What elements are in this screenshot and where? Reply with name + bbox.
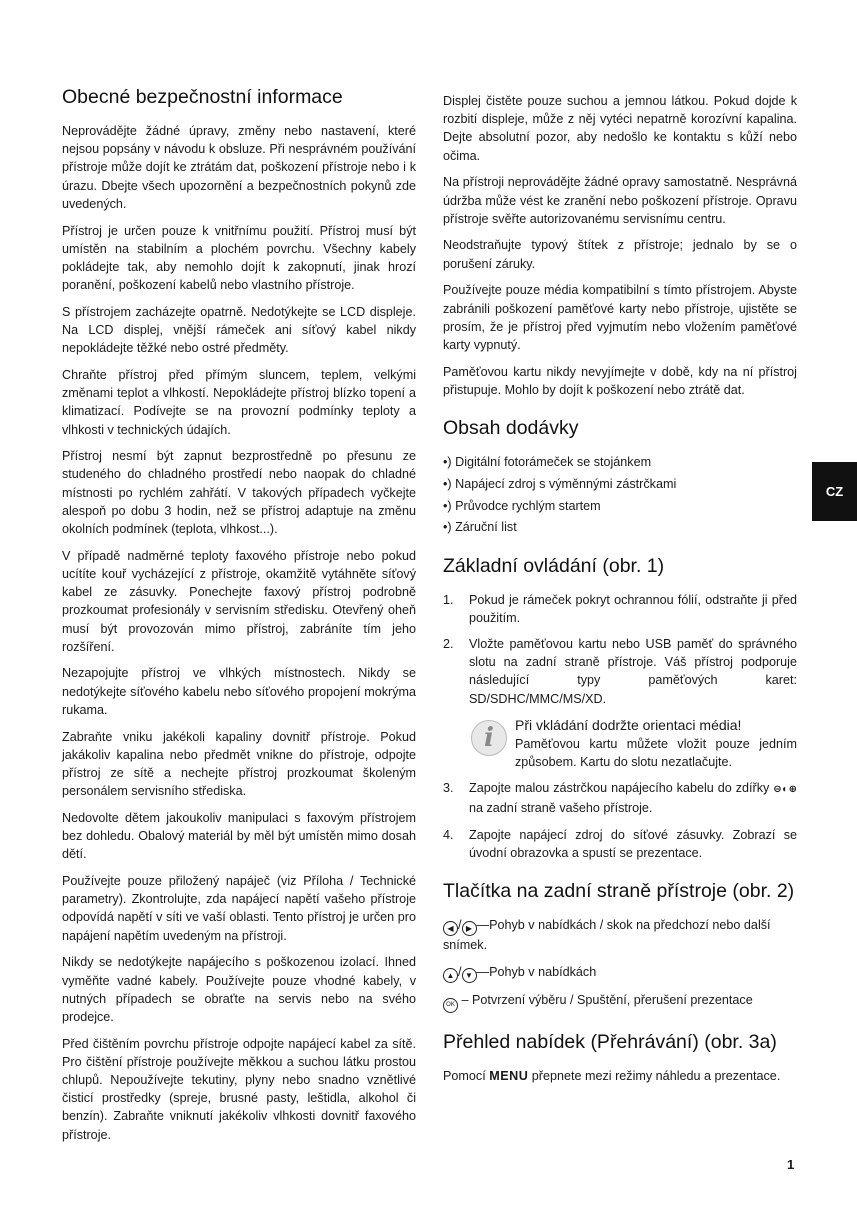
menu-text: přepnete mezi režimy náhledu a prezentace. [531, 1069, 781, 1084]
step-number: 3. [443, 781, 454, 796]
step [443, 826, 797, 862]
steps-list [443, 591, 797, 708]
paragraph [443, 1067, 797, 1085]
steps-list-cont [443, 779, 797, 862]
section-heading-buttons: Tlačítka na zadní straně přístroje (obr. 2) [443, 880, 795, 903]
paragraph: Před čištěním povrchu přístroje odpojte napájecí kabel za sítě. Pro čištění přístroje používejte měkkou a suchou látku prostou chlupů. Nepoužívejte tekutiny, plyny nebo snadno vznětlivé čisticí prostředky (spreje, brusné pasty, leštidla, alkohol či benzín). Zabraňte vniknutí jakékoliv vlhkosti dovnitř faxového přístroje. [62, 1036, 416, 1142]
list-item: •) Napájecí zdroj s výměnnými zástrčkami [443, 476, 677, 491]
step-text: na zadní straně vašeho přístroje. [469, 801, 653, 816]
section-heading-safety: Obecné bezpečnostní informace [62, 86, 343, 108]
up-button-icon: ▲ [443, 968, 458, 983]
paragraph: Chraňte přístroj před přímým sluncem, teplem, velkými změnami teplot a vlhkostí. Nepokládejte přístroj blízko topení a klimatizací. Podívejte se na provozní podmínky teploty a vlhkosti v technických údajích. [62, 367, 416, 437]
step [443, 635, 797, 708]
list-item: •) Průvodce rychlým startem [443, 498, 601, 513]
menu-text: Pomocí [443, 1069, 486, 1084]
left-button-icon: ◀ [443, 921, 458, 936]
ok-button-icon: OK [443, 998, 458, 1013]
step-text: Pokud je rámeček pokryt ochrannou fólií, odstraňte ji před použitím. [469, 592, 797, 625]
right-column [443, 92, 797, 1094]
section-heading-basic: Základní ovládání (obr. 1) [443, 554, 665, 577]
paragraph: Nezapojujte přístroj ve vlhkých místnostech. Nikdy se nedotýkejte síťového kabelu nebo síťového propojení mokrýma rukama. [62, 666, 416, 717]
language-tab: CZ [812, 462, 857, 521]
button-desc-text: —Pohyb v nabídkách [476, 964, 597, 979]
paragraph: Používejte pouze přiložený napáječ (viz Příloha / Technické parametry). Zkontrolujte, zda napájecí napětí vašeho přístroje odpovídá napětí v síti ve vaší oblasti. Tento přístroj je určen pro napájení napětím uvedeným na přístroji. [62, 874, 416, 943]
menu-keyword: MENU [489, 1069, 529, 1084]
section-heading-menu: Přehled nabídek (Přehrávání) (obr. 3a) [443, 1031, 777, 1054]
right-button-icon: ▶ [462, 921, 477, 936]
step-number: 2. [443, 637, 454, 652]
paragraph: Nedovolte dětem jakoukoliv manipulaci s faxovým přístrojem bez dohledu. Obalový materiál by měl být umístěn mimo dosah dětí. [62, 810, 416, 862]
paragraph: S přístrojem zacházejte opatrně. Nedotýkejte se LCD displeje. Na LCD displej, vnější rámeček ani síťový kabel nikdy nepokládejte těžké nebo ostré předměty. [62, 304, 416, 356]
step-number: 4. [443, 827, 454, 842]
list-item: •) Digitální fotorámeček se stojánkem [443, 455, 652, 470]
button-desc [443, 991, 797, 1013]
step-text: Zapojte malou zástrčkou napájecího kabelu do zdířky [469, 781, 770, 796]
paragraph: Zabraňte vniku jakékoli kapaliny dovnitř přístroje. Pokud jakákoliv kapalina nebo předmět vnikne do přístroje, odpojte přístroj ze sítě a nechejte přístroj prozkoumat školeným personálem servisního střediska. [62, 729, 416, 799]
paragraph: Neprovádějte žádné úpravy, změny nebo nastavení, které nejsou popsány v návodu k obsluze. Při nesprávném používání přístroje může dojít ke ztrátám dat, poškození přístroje nebo i k úrazu. Dbejte všech upozornění a bezpečnostních pokynů zde uvedených. [62, 124, 416, 211]
contents-list [443, 453, 797, 537]
paragraph: Neodstraňujte typový štítek z přístroje; jednalo by se o porušení záruky. [443, 238, 797, 271]
list-item: •) Záruční list [443, 520, 517, 535]
info-icon: i [471, 720, 507, 756]
paragraph: Přístroj nesmí být zapnut bezprostředně po přesunu ze studeného do chladného prostředí nebo naopak do chladné místnosti po rychlém zahřátí. V takových případech vyčkejte alespoň po dobu 3 hodin, než se přístroj adaptuje na změnu okolních podmínek (teplota, vlhkost...). [62, 449, 416, 537]
step-number: 1. [443, 592, 454, 607]
step-text: Zapojte napájecí zdroj do síťové zásuvky. Zobrazí se úvodní obrazovka a spustí se prezentace. [469, 827, 797, 860]
paragraph: V případě nadměrné teploty faxového přístroje nebo pokud ucítíte kouř vycházející z přístroje, okamžitě vytáhněte síťový kabel ze zásuvky. Ponechejte faxový přístroj podrobně prozkoumat profesionály v servisním středisku. Otevřený oheň musí být provozován mimo přístroj, zabráníte tím jeho rozšíření. [62, 548, 416, 654]
step [443, 779, 797, 817]
paragraph: Používejte pouze média kompatibilní s tímto přístrojem. Abyste zabránili poškození paměťové karty nebo přístroje, ujistěte se prosím, že je přístroj před vyjmutím nebo vložením paměťové karty vypnutý. [443, 283, 797, 352]
paragraph: Displej čistěte pouze suchou a jemnou látkou. Pokud dojde k rozbití displeje, může z něj vytéci nepatrně korozívní kapalina. Dejte absolutní pozor, aby nedošlo ke kontaktu s kůží nebo očima. [443, 94, 797, 163]
paragraph: Nikdy se nedotýkejte napájecího s poškozenou izolací. Ihned vyměňte vadné kabely. Používejte pouze vhodné kabely, v nutných případech se obraťte na servis nebo na svého prodejce. [62, 955, 416, 1024]
down-button-icon: ▼ [462, 968, 477, 983]
paragraph: Paměťovou kartu nikdy nevyjímejte v době, kdy na ní přístroj přistupuje. Mohlo by dojít k poškození nebo ztrátě dat. [443, 364, 797, 397]
button-desc: ▲ / ▼ —Pohyb v nabídkách [443, 963, 797, 983]
note-title: Při vkládání dodržte orientaci média! [515, 716, 742, 733]
button-desc-text: – Potvrzení výběru / Spuštění, přerušení prezentace [458, 993, 753, 1008]
step-text: Vložte paměťovou kartu nebo USB paměť do správného slotu na zadní straně přístroje. Váš přístroj podporuje následující typy paměťových karet: SD/SDHC/MMC/MS/XD. [469, 637, 797, 706]
button-desc-text: —Pohyb v nabídkách / skok na předchozí nebo další snímek. [443, 918, 771, 953]
info-note [443, 716, 797, 771]
button-desc: ◀ / ▶ —Pohyb v nabídkách / skok na předchozí nebo další snímek. [443, 918, 771, 953]
step [443, 591, 797, 627]
paragraph: Přístroj je určen pouze k vnitřnímu použití. Přístroj musí být umístěn na stabilním a plochém povrchu. Všechny kabely pokládejte tak, aby nemohlo dojít k zakopnutí, jinak hrozí poranění, poškození kabelů nebo vlastního přístroje. [62, 223, 416, 293]
left-column [62, 84, 416, 1152]
page-number: 1 [787, 1157, 795, 1172]
paragraph: Na přístroji neprovádějte žádné opravy samostatně. Nesprávná údržba může vést ke zranění nebo poškození přístroje. Opravu přístroje svěřte autorizovanému servisnímu centru. [443, 175, 797, 226]
section-heading-contents: Obsah dodávky [443, 417, 579, 440]
dc-polarity-icon: ⊖◐⊕ [773, 784, 797, 796]
note-body: Paměťovou kartu můžete vložit pouze jedním způsobem. Kartu do slotu nezatlačujte. [515, 736, 797, 770]
